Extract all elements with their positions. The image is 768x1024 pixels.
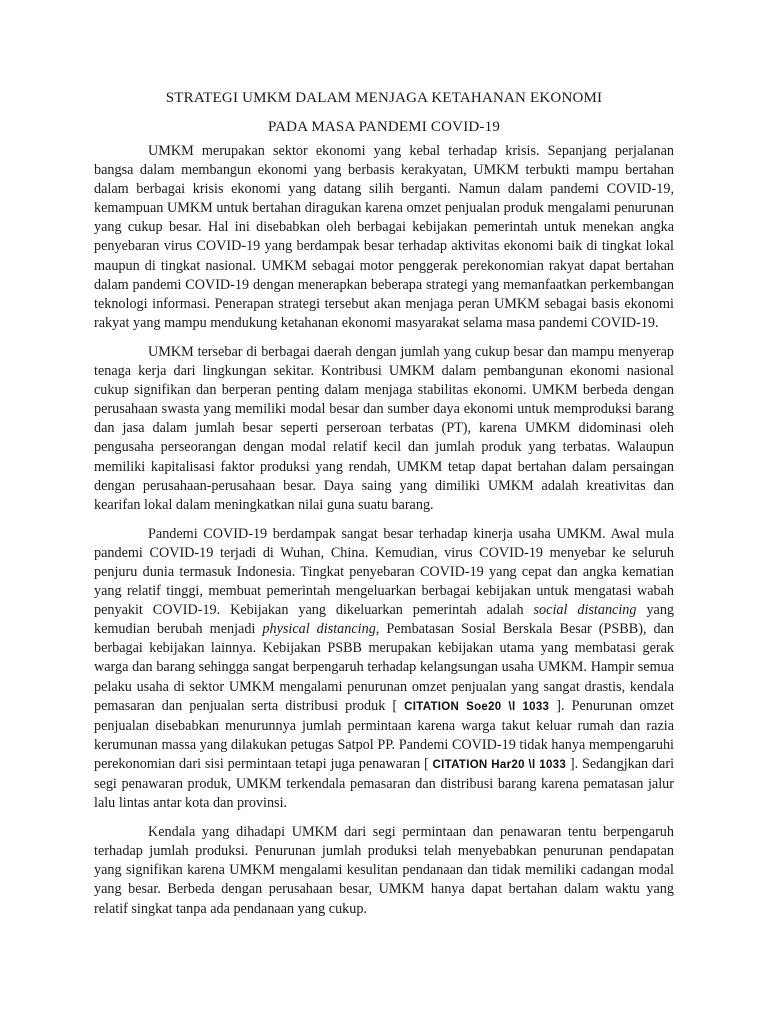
paragraph-3-text-d: ]. Penurunan omzet penjualan disebabkan menurunnya jumlah permintaan karena warga takut keluar rumah dan razia kerumunan massa yang dilakukan petugas Satpol PP. Pandemi COVID-19 tidak hanya mempengaruhi perekonomian dari sisi permintaan tetapi juga penawaran [ [94, 697, 674, 772]
document-title-line-1: STRATEGI UMKM DALAM MENJAGA KETAHANAN EKONOMI [165, 90, 603, 106]
paragraph-2: UMKM tersebar di berbagai daerah dengan jumlah yang cukup besar dan mampu menyerap tenaga kerja dari lingkungan sekitar. Kontribusi UMKM dalam pembangunan ekonomi nasional cukup signifikan dan berperan penting dalam menjaga stabilitas ekonomi. UMKM berbeda dengan perusahaan swasta yang memiliki modal besar dan sumber daya ekonomi untuk memproduksi barang dan jasa dalam jumlah besar seperti perseroan terbatas (PT), karena UMKM didominasi oleh pengusaha perseorangan dengan modal relatif kecil dan jumlah produk yang terbatas. Walaupun memiliki kapitalisasi faktor produksi yang rendah, UMKM tetap dapat bertahan dalam persaingan dengan perusahaan-perusahaan besar. Daya saing yang dimiliki UMKM adalah kreativitas dan kearifan lokal dalam meningkatkan nilai guna suatu barang. [94, 343, 674, 513]
paragraph-3-text-b: yang kemudian berubah menjadi [94, 602, 675, 638]
paragraph-3 [94, 525, 674, 813]
document-title-line-2: PADA MASA PANDEMI COVID-19 [267, 119, 501, 135]
paragraph-3-text-a: Pandemi COVID-19 berdampak sangat besar terhadap kinerja usaha UMKM. Awal mula pandemi COVID-19 terjadi di Wuhan, China. Kemudian, virus COVID-19 menyebar ke seluruh penjuru dunia termasuk Indonesia. Tingkat penyebaran COVID-19 yang cepat dan angka kematian yang relatif tinggi, membuat pemerintah mengeluarkan berbagai kebijakan untuk mengatasi wabah penyakit COVID-19. Kebijakan yang dikeluarkan pemerintah adalah [94, 525, 674, 619]
paragraph-3-text-c: Pembatasan Sosial Berskala Besar (PSBB), dan berbagai kebijakan lainnya. Kebijakan PSBB merupakan kebijakan utama yang membatasi gerak warga dan barang sehingga sangat berpengaruh terhadap kelangsungan usaha UMKM. Hampir semua pelaku usaha di sektor UMKM mengalami penurunan omzet penjualan yang sangat drastis, kendala pemasaran dan penjualan serta distribusi produk [ [94, 621, 674, 714]
italic-term-social-distancing: social distancing [533, 602, 637, 619]
citation-field-1: CITATION Soe20 \l 1033 [404, 700, 550, 713]
citation-field-2: CITATION Har20 \l 1033 [432, 758, 567, 771]
paragraph-1: UMKM merupakan sektor ekonomi yang kebal terhadap krisis. Sepanjang perjalanan bangsa dalam membangun ekonomi yang berbasis kerakyatan, UMKM terbukti mampu bertahan dalam berbagai krisis ekonomi yang datang silih berganti. Namun dalam pandemi COVID-19, kemampuan UMKM untuk bertahan diragukan karena omzet penjualan produk mengalami penurunan yang cukup besar. Hal ini disebabkan oleh berbagai kebijakan pemerintah untuk menekan angka penyebaran virus COVID-19 yang berdampak besar terhadap aktivitas ekonomi baik di tingkat lokal maupun di tingkat nasional. UMKM sebagai motor penggerak perekonomian rakyat dapat bertahan dalam pandemi COVID-19 dengan menerapkan beberapa strategi yang memanfaatkan perkembangan teknologi informasi. Penerapan strategi tersebut akan menjaga peran UMKM sebagai basis ekonomi rakyat yang mampu mendukung ketahanan ekonomi masyarakat selama masa pandemi COVID-19. [94, 143, 674, 331]
italic-term-physical-distancing: physical distancing, [262, 621, 380, 638]
document-body [94, 142, 674, 929]
paragraph-4: Kendala yang dihadapi UMKM dari segi permintaan dan penawaran tentu berpengaruh terhadap jumlah produksi. Penurunan jumlah produksi telah menyebabkan penurunan pendapatan yang signifikan karena UMKM mengalami kesulitan pendanaan dan tidak memiliki cadangan modal yang besar. Berbeda dengan perusahaan besar, UMKM hanya dapat bertahan dalam waktu yang relatif singkat tanpa ada pendanaan yang cukup. [94, 824, 674, 917]
paragraph-3-text-e: ]. Sedangjkan dari segi penawaran produk, UMKM terkendala pemasaran dan distribusi barang karena pematasan jalur lalu lintas antar kota dan provinsi. [94, 755, 675, 812]
